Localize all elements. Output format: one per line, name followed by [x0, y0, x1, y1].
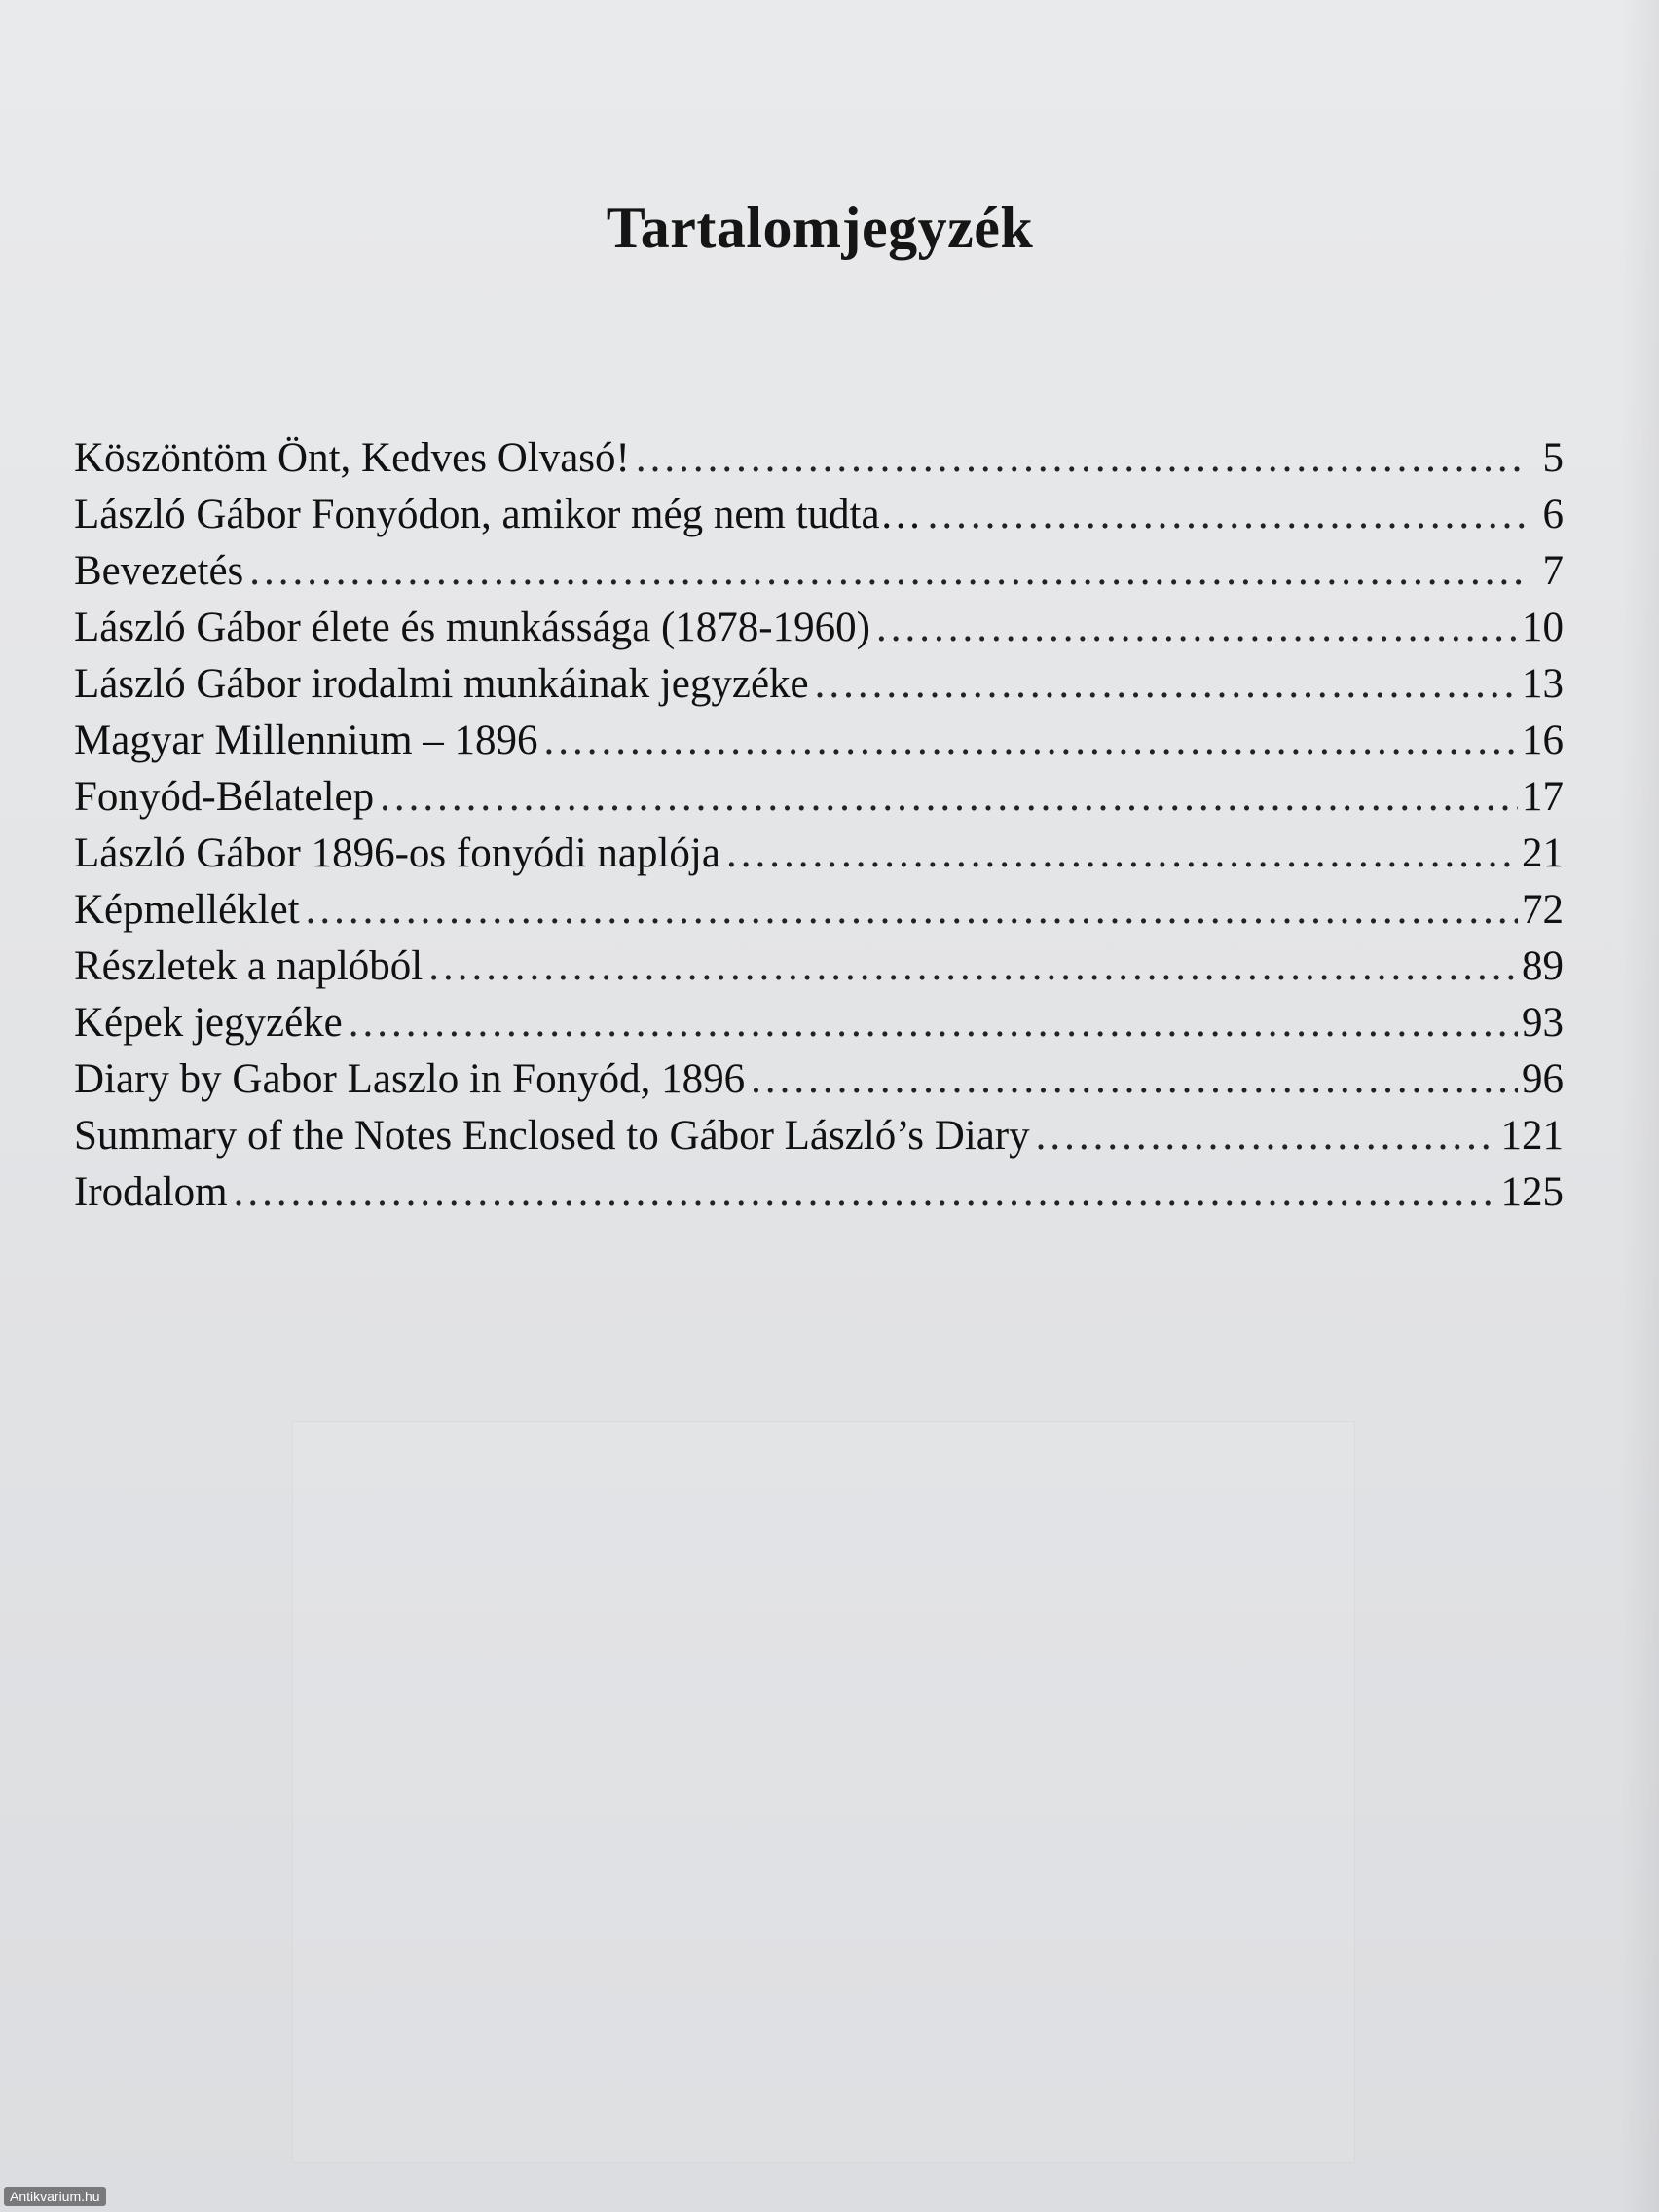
toc-entry-page-number: 96	[1522, 1056, 1564, 1102]
toc-entry	[74, 430, 1564, 487]
toc-entry-title: Diary by Gabor Laszlo in Fonyód, 1896	[74, 1056, 746, 1102]
toc-entry-title: Részletek a naplóból	[74, 943, 424, 989]
toc-entry	[74, 769, 1564, 826]
toc-dot-leader	[349, 995, 1518, 1051]
toc-entry-page-number: 121	[1500, 1113, 1564, 1159]
toc-dot-leader	[544, 713, 1518, 769]
toc-entry-page-number: 5	[1542, 435, 1564, 481]
toc-entry	[74, 487, 1564, 543]
watermark: Antikvarium.hu	[4, 2187, 106, 2206]
toc-dot-leader	[380, 769, 1518, 826]
toc-entry-title: Képek jegyzéke	[74, 1000, 343, 1046]
toc-entry-title: László Gábor élete és munkássága (1878-1960)	[74, 605, 870, 650]
toc-entry-page-number: 16	[1522, 718, 1564, 763]
toc-entry	[74, 1051, 1564, 1108]
toc-entry-page-number: 6	[1542, 492, 1564, 537]
toc-dot-leader	[306, 882, 1518, 939]
toc-entry	[74, 1164, 1564, 1221]
toc-entry-page-number: 125	[1500, 1169, 1564, 1215]
toc-entry-page-number: 93	[1522, 1000, 1564, 1046]
show-through-block	[292, 1421, 1355, 2163]
table-of-contents	[74, 430, 1564, 1221]
toc-entry-title: László Gábor Fonyódon, amikor még nem tudta…	[74, 492, 922, 537]
toc-dot-leader	[876, 600, 1518, 656]
toc-entry-title: Summary of the Notes Enclosed to Gábor László’s Diary	[74, 1113, 1030, 1159]
toc-entry	[74, 882, 1564, 939]
toc-entry-title: László Gábor irodalmi munkáinak jegyzéke	[74, 661, 809, 707]
toc-entry-page-number: 7	[1542, 548, 1564, 594]
toc-dot-leader	[815, 656, 1518, 713]
toc-dot-leader	[428, 939, 1518, 995]
toc-entry	[74, 713, 1564, 769]
toc-entry-page-number: 72	[1522, 887, 1564, 933]
toc-entry	[74, 600, 1564, 656]
toc-entry-title: Magyar Millennium – 1896	[74, 718, 538, 763]
toc-entry-page-number: 21	[1522, 830, 1564, 876]
toc-dot-leader	[751, 1051, 1518, 1108]
toc-entry-title: Köszöntöm Önt, Kedves Olvasó!	[74, 435, 630, 481]
toc-entry	[74, 995, 1564, 1051]
toc-entry-page-number: 17	[1522, 774, 1564, 820]
toc-entry	[74, 939, 1564, 995]
toc-entry-page-number: 13	[1522, 661, 1564, 707]
toc-entry-page-number: 10	[1522, 605, 1564, 650]
toc-dot-leader	[234, 1164, 1497, 1221]
toc-entry-title: Fonyód-Bélatelep	[74, 774, 375, 820]
toc-entry-title: László Gábor 1896-os fonyódi naplója	[74, 830, 720, 876]
page-edge-shadow	[1620, 0, 1659, 2212]
toc-entry-title: Bevezetés	[74, 548, 244, 594]
toc-dot-leader	[636, 430, 1525, 487]
toc-entry-title: Képmelléklet	[74, 887, 300, 933]
toc-entry	[74, 1108, 1564, 1164]
toc-dot-leader	[928, 487, 1525, 543]
page-title: Tartalomjegyzék	[606, 196, 1034, 260]
toc-entry	[74, 543, 1564, 600]
toc-dot-leader	[726, 826, 1518, 882]
toc-entry	[74, 826, 1564, 882]
toc-dot-leader	[249, 543, 1525, 600]
toc-entry-title: Irodalom	[74, 1169, 228, 1215]
toc-entry-page-number: 89	[1522, 943, 1564, 989]
toc-dot-leader	[1036, 1108, 1497, 1164]
toc-entry	[74, 656, 1564, 713]
